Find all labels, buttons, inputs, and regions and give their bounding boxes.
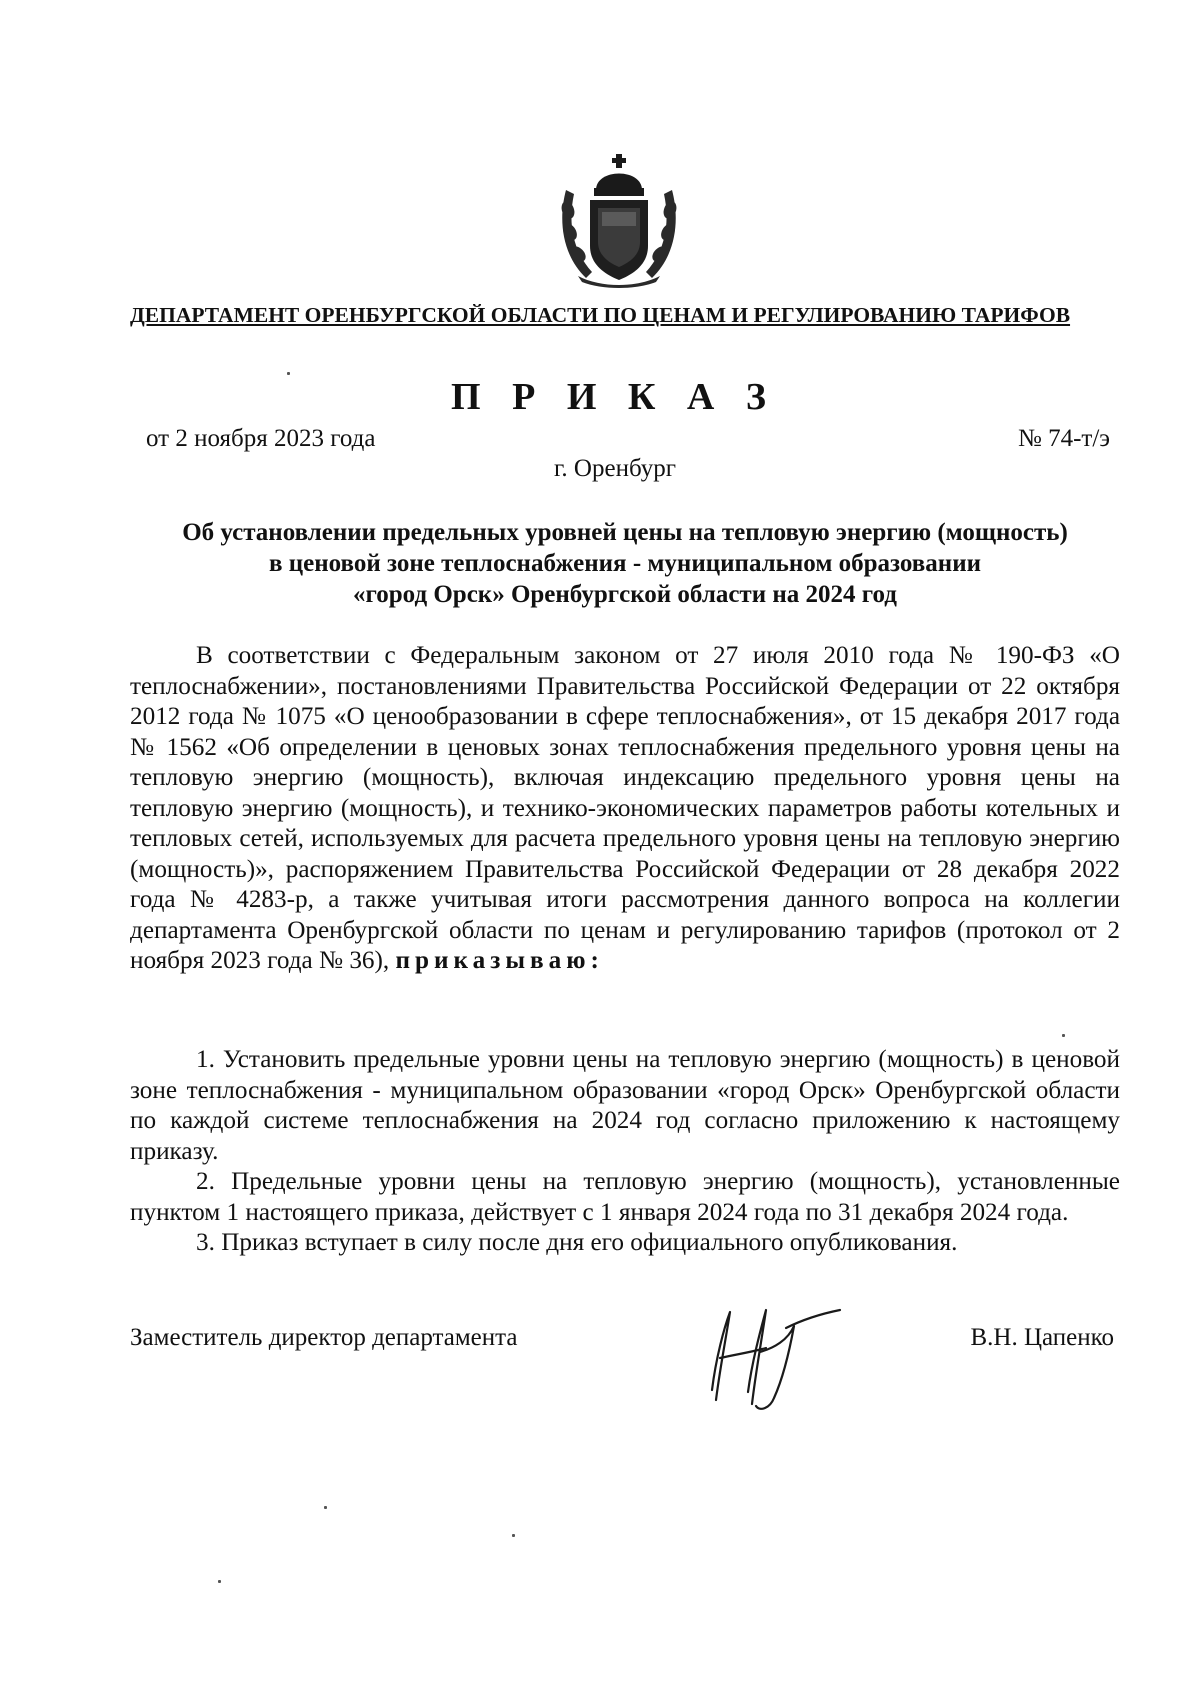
- order-word: приказываю:: [395, 947, 604, 974]
- order-item: 3. Приказ вступает в силу после дня его официального опубликования.: [196, 1229, 958, 1256]
- document-city: г. Оренбург: [554, 455, 676, 482]
- signatory-title: Заместитель директор департамента: [130, 1324, 518, 1351]
- heading-line: Об установлении предельных уровней цены на тепловую энергию (мощность): [182, 519, 1068, 546]
- order-item: 2. Предельные уровни цены на тепловую энергию (мощность), установленные пунктом 1 настоящего приказа, действует с 1 января 2024 года по 31 декабря 2024 года.: [130, 1168, 1120, 1226]
- signatory-name: В.Н. Цапенко: [970, 1324, 1114, 1351]
- scan-speck: [1062, 1034, 1065, 1037]
- scan-speck: [287, 372, 290, 375]
- preamble: [130, 641, 1120, 977]
- document-type: П Р И К А З: [451, 376, 777, 418]
- document-date: от 2 ноября 2023 года: [146, 425, 376, 452]
- signature-image: [690, 1288, 850, 1418]
- heading-line: «город Орск» Оренбургской области на 2024 год: [353, 581, 897, 608]
- preamble-paragraph: [130, 641, 1120, 977]
- scan-speck: [512, 1534, 515, 1537]
- order-items: [130, 1045, 1120, 1259]
- heading-line: в ценовой зоне теплоснабжения - муниципальном образовании: [268, 550, 982, 577]
- document-number: № 74-т/э: [1017, 425, 1110, 452]
- coat-of-arms-icon: [556, 150, 682, 288]
- document-heading: [130, 517, 1120, 610]
- scan-speck: [324, 1506, 327, 1509]
- order-item: 1. Установить предельные уровни цены на тепловую энергию (мощность) в ценовой зоне теплоснабжения - муниципальном образовании «город Орск» Оренбургской области по каждой системе теплоснабжения на 2024 год согласно приложению к настоящему приказу.: [130, 1046, 1120, 1165]
- scan-speck: [218, 1580, 221, 1583]
- preamble-text: В соответствии с Федеральным законом от 27 июля 2010 года № 190-ФЗ «О теплоснабжении», постановлениями Правительства Российской Федерации от 22 октября 2012 года № 1075 «О ценообразовании в сфере теплоснабжения», от 15 декабря 2017 года № 1562 «Об определении в ценовых зонах теплоснабжения предельного уровня цены на тепловую энергию (мощность), включая индексацию предельного уровня цены на тепловую энергию (мощность), и технико-экономических параметров работы котельных и тепловых сетей, используемых для расчета предельного уровня цены на тепловую энергию (мощность)», распоряжением Правительства Российской Федерации от 28 декабря 2022 года № 4283-р, а также учитывая итоги рассмотрения данного вопроса на коллегии департамента Оренбургской области по ценам и регулированию тарифов (протокол от 2 ноября 2023 года № 36),: [130, 642, 1120, 974]
- department-name: ДЕПАРТАМЕНТ ОРЕНБУРГСКОЙ ОБЛАСТИ ПО ЦЕНАМ И РЕГУЛИРОВАНИЮ ТАРИФОВ: [130, 303, 1071, 327]
